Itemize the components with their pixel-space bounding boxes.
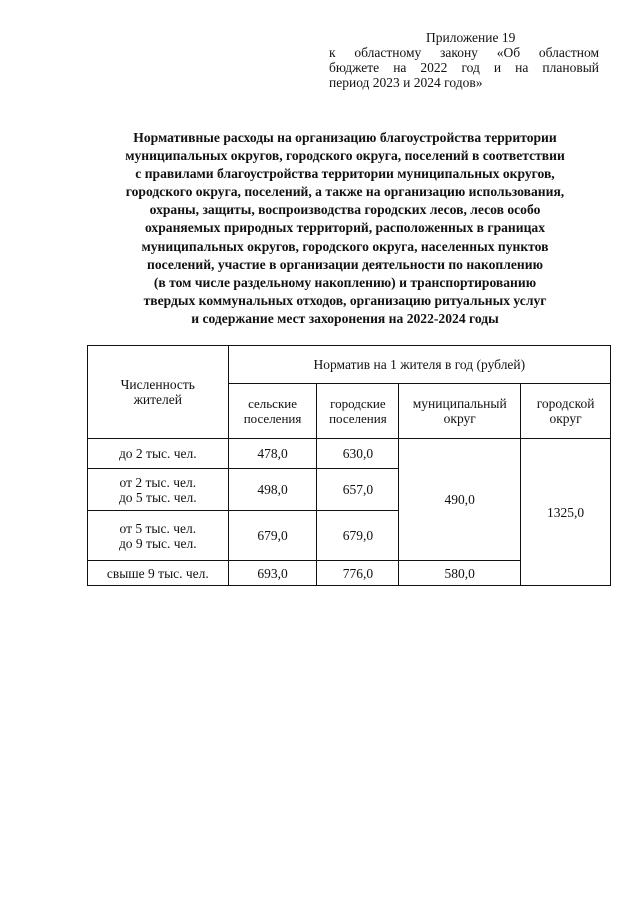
urban-value: 679,0 — [317, 511, 399, 561]
rural-value: 693,0 — [228, 561, 317, 586]
row-label: до 2 тыс. чел. — [88, 439, 229, 469]
header-municipal-line: муниципальный — [412, 396, 507, 411]
header-rural-settlements — [228, 384, 317, 439]
header-urban-settlements — [317, 384, 399, 439]
row-label — [88, 469, 229, 511]
title-line: охраняемых природных территорий, расположенных в границах — [144, 220, 546, 236]
urban-value: 657,0 — [317, 469, 399, 511]
header-rural-line: сельские — [248, 396, 297, 411]
rural-value: 498,0 — [228, 469, 317, 511]
row-label: свыше 9 тыс. чел. — [88, 561, 229, 586]
header-urban-line: поселения — [329, 411, 387, 426]
title-line: и содержание мест захоронения на 2022-2024 годы — [191, 310, 499, 326]
title-line: муниципальных округов, городского округа, населенных пунктов — [141, 238, 549, 254]
header-population-line: Численность — [120, 377, 195, 392]
header-norm: Норматив на 1 жителя в год (рублей) — [228, 346, 610, 384]
header-population-line: жителей — [133, 392, 183, 407]
urban-value: 630,0 — [317, 439, 399, 469]
header-urban-line: городские — [330, 396, 386, 411]
appendix-line: период 2023 и 2024 годов» — [329, 75, 483, 90]
row-label — [88, 511, 229, 561]
row-label-line: от 5 тыс. чел. — [119, 520, 197, 536]
document-title — [80, 129, 610, 328]
header-population — [88, 346, 229, 439]
rural-value: 679,0 — [228, 511, 317, 561]
row-label-line: от 2 тыс. чел. — [119, 474, 197, 490]
appendix-note — [329, 30, 599, 90]
norms-table — [87, 345, 611, 586]
header-city-district — [521, 384, 611, 439]
header-city-line: округ — [549, 411, 582, 426]
title-line: (в том числе раздельному накоплению) и транспортированию — [153, 274, 537, 290]
row-label-line: до 5 тыс. чел. — [118, 489, 197, 505]
title-line: Нормативные расходы на организацию благоустройства территории — [133, 130, 557, 145]
title-line: охраны, защиты, воспроизводства городских лесов, лесов особо — [149, 202, 541, 218]
municipal-value: 580,0 — [399, 561, 521, 586]
table-row — [88, 439, 611, 469]
municipal-value-merged: 490,0 — [399, 439, 521, 561]
title-line: поселений, участие в организации деятельности по накоплению — [147, 256, 543, 272]
city-value-merged: 1325,0 — [521, 439, 611, 586]
header-municipal-district — [399, 384, 521, 439]
appendix-line: к областному закону «Об областном — [329, 45, 599, 60]
appendix-line: бюджете на 2022 год и на плановый — [329, 60, 599, 75]
rural-value: 478,0 — [228, 439, 317, 469]
appendix-line: Приложение 19 — [426, 30, 516, 45]
header-city-line: городской — [536, 396, 595, 411]
title-line: с правилами благоустройства территории муниципальных округов, — [135, 166, 555, 182]
header-municipal-line: округ — [443, 411, 476, 426]
title-line: муниципальных округов, городского округа, поселений в соответствии — [125, 148, 565, 164]
title-line: твердых коммунальных отходов, организацию ритуальных услуг — [143, 292, 547, 308]
row-label-line: до 9 тыс. чел. — [118, 535, 197, 551]
urban-value: 776,0 — [317, 561, 399, 586]
header-rural-line: поселения — [243, 411, 302, 426]
title-line: городского округа, поселений, а также на организацию использования, — [125, 184, 565, 200]
